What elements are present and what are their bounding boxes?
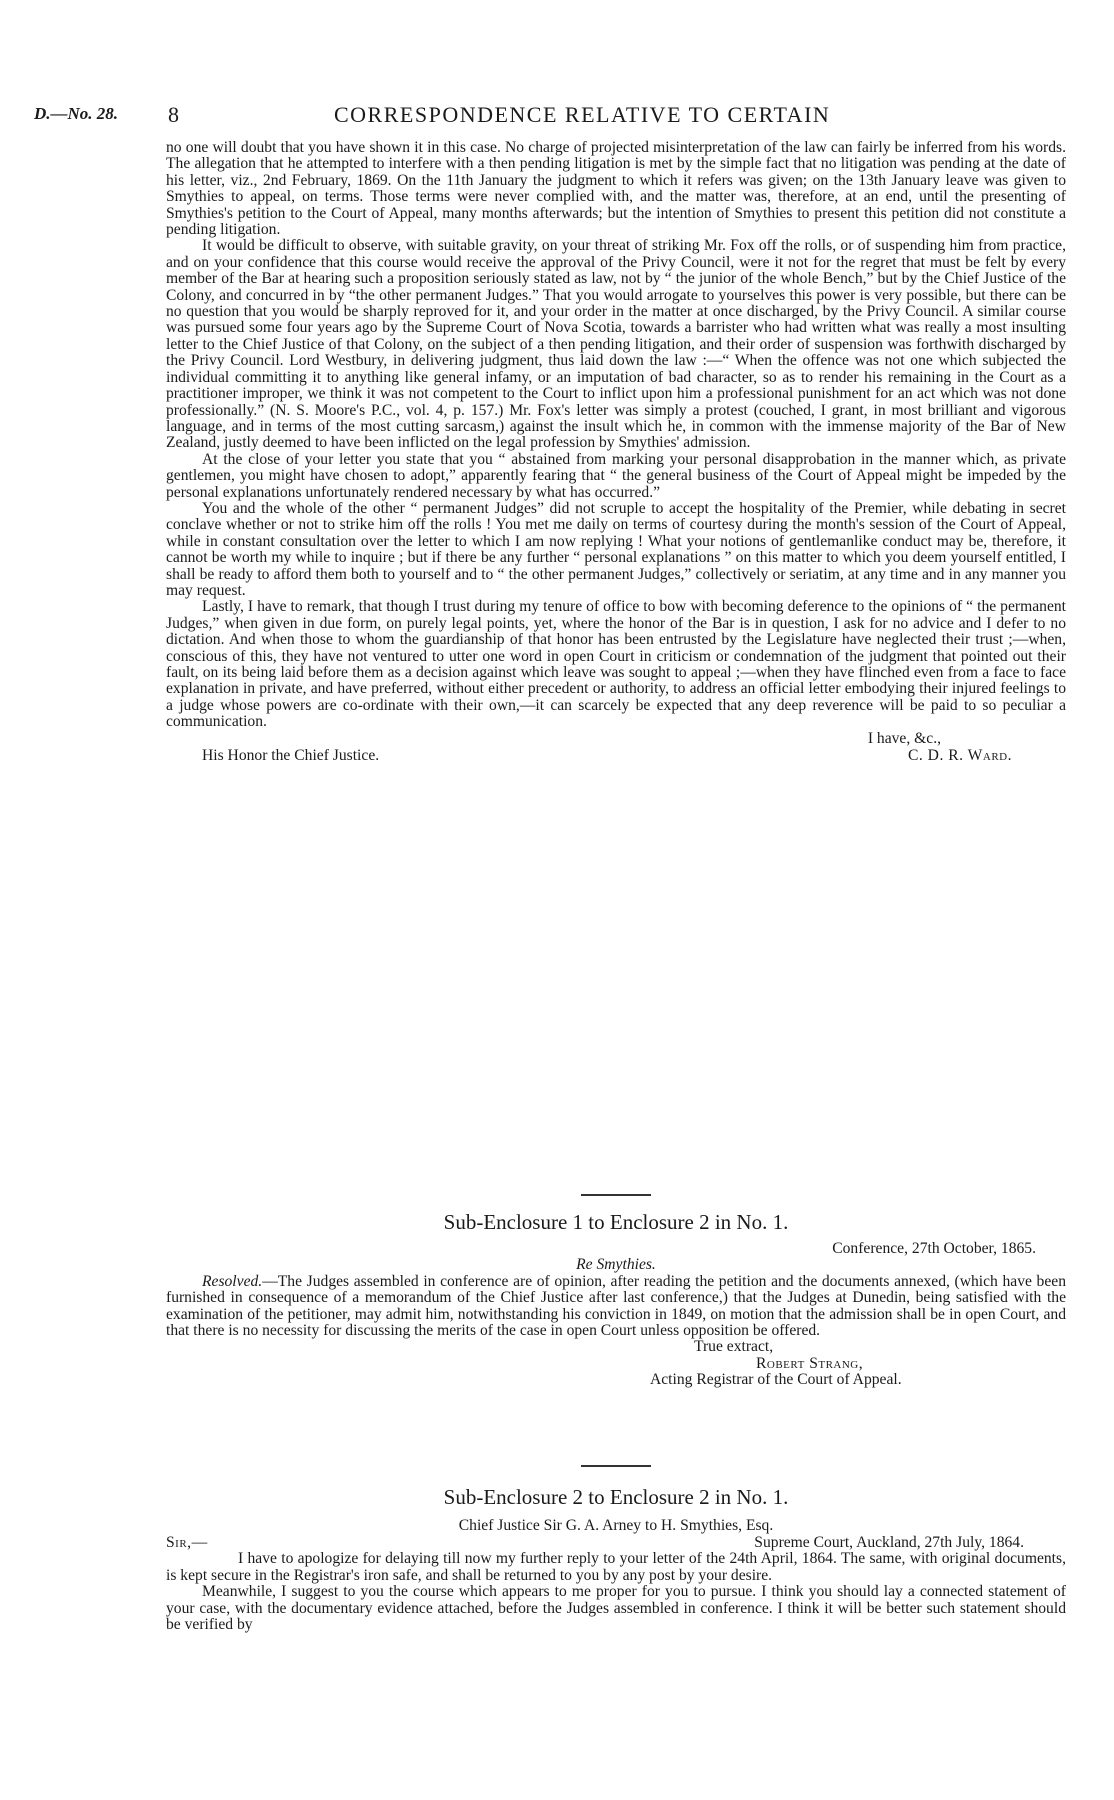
letter-paragraph: no one will doubt that you have shown it in this case. No charge of projected misinterpretation of the law can fairly be inferred from his words. The allegation that he attempted to interfere with a then pending litigation is met by the simple fact that no litigation was pending at the date of his letter, viz., 2nd February, 1869. On the 11th January the judgment to which it refers was given; on the 13th January leave was given to Smythies to appeal, on terms. Those terms were never complied with, and the matter was, therefore, at an end, until the presenting of Smythies's petition to the Court of Appeal, many months afterwards; but the intention of Smythies to present this petition did not constitute a pending litigation. [166, 139, 1066, 239]
letter-addressee: His Honor the Chief Justice. [202, 747, 380, 765]
letter-paragraph: Lastly, I have to remark, that though I trust during my tenure of office to bow with becoming deference to the opinions of “ the permanent Judges,” when given in due form, on purely legal points, yet, where the honor of the Bar is in question, I ask for no advice and I defer to no dictation. And when those to whom the guardianship of that honor has been entrusted by the Legislature have neglected their trust ;—when, conscious of this, they have not ventured to utter one word in open Court in criticism or condemnation of the judgment that pointed out their fault, on its being laid before them as a decision against which leave was sought to appeal ;—when they have flinched even from a face to face explanation in private, and have preferred, without either precedent or authority, to address an official letter embodying their injured feelings to a judge whose powers are co-ordinate with their own,—it can scarcely be expected that any deep reverence will be paid to so peculiar a communication. [166, 598, 1066, 731]
sub-enclosure-2-paragraph: Meanwhile, I suggest to you the course which appears to me proper for you to pursue. I think you should lay a connected statement of your case, with the documentary evidence attached, before the Judges assembled in conference. I think it will be better such statement should be verified by [166, 1583, 1066, 1634]
page-number: 8 [168, 102, 179, 127]
salutation: Sir,— [166, 1534, 208, 1552]
sub-enclosure-1-heading: Sub-Enclosure 1 to Enclosure 2 in No. 1. [443, 1210, 789, 1234]
sub-enclosure-2 [166, 1465, 1066, 1633]
sub-enclosure-2-dateline: Supreme Court, Auckland, 27th July, 1864. [754, 1534, 1024, 1552]
true-extract-label: True extract, [694, 1338, 774, 1356]
sub-enclosure-1 [166, 1194, 1066, 1389]
sub-enclosure-2-heading: Sub-Enclosure 2 to Enclosure 2 in No. 1. [443, 1485, 789, 1509]
sub-enclosure-2-parties: Chief Justice Sir G. A. Arney to H. Smythies, Esq. [458, 1517, 774, 1534]
salutation-line [166, 1534, 1066, 1551]
registrar-name: Robert Strang, [756, 1354, 864, 1372]
letter-closing: I have, &c., [867, 729, 941, 747]
section-divider [581, 1465, 651, 1467]
document-reference: D.—No. 28. [34, 104, 119, 123]
section-divider [581, 1194, 651, 1196]
sub-enclosure-1-body [166, 1274, 1066, 1340]
registrar-title: Acting Registrar of the Court of Appeal. [650, 1371, 902, 1389]
sub-enclosure-1-subject: Re Smythies. [576, 1256, 656, 1274]
letter-signature: C. D. R. Ward. [907, 747, 1012, 765]
letter-paragraph: At the close of your letter you state that you “ abstained from marking your personal disapprobation in the manner which, as private gentlemen, you might have chosen to adopt,” apparently fearing that “ the general business of the Court of Appeal might be impeded by the personal explanations unfortunately rendered necessary by what has occurred.” [166, 450, 1066, 501]
letter-section [166, 140, 1066, 764]
resolved-label: Resolved. [202, 1272, 263, 1290]
sub-enclosure-1-dateline: Conference, 27th October, 1865. [832, 1240, 1036, 1257]
running-title: CORRESPONDENCE RELATIVE TO CERTAIN [334, 102, 831, 127]
resolution-text: —The Judges assembled in conference are of opinion, after reading the petition and the documents annexed, (which have been furnished in consequence of a memorandum of the Chief Justice after last conference,) that the Judges at Dunedin, being satisfied with the examination of the petitioner, may admit him, notwithstanding his conviction in 1849, on motion that the admission shall be in open Court, and that there is no necessity for discussing the merits of the case in open Court unless opposition be offered. [166, 1272, 1066, 1340]
letter-paragraph: It would be difficult to observe, with suitable gravity, on your threat of striking Mr. Fox off the rolls, or of suspending him from practice, and on your confidence that this course would receive the approval of the Privy Council, were it not for the regret that must be felt by every member of the Bar at hearing such a proposition seriously stated as law, not by “ the junior of the whole Bench,” but by the Chief Justice of the Colony, and concurred in by “the other permanent Judges.” That you would arrogate to yourselves this power is very possible, but there can be no question that you would be sharply reproved for it, and your order in the matter at once discharged, by the Privy Council. A similar course was pursued some four years ago by the Supreme Court of Nova Scotia, towards a barrister who had written what was really a most insulting letter to the Chief Justice of that Colony, on the subject of a then pending litigation, and their order of suspension was forthwith discharged by the Privy Council. Lord Westbury, in delivering judgment, thus laid down the law :—“ When the offence was not one which subjected the individual committing it to anything like general infamy, or an imputation of bad character, so as to render his remaining in the Court as a practitioner improper, we think it was not competent to the Court to inflict upon him a professional punishment for an act which was not done professionally.” (N. S. Moore's P.C., vol. 4, p. 157.) Mr. Fox's letter was simply a protest (couched, I grant, in most brilliant and vigorous language, and in terms of the most cutting sarcasm,) against the insult which he, in common with the immense majority of the Bar of New Zealand, justly deemed to have been inflicted on the legal profession by Smythies' admission. [166, 237, 1066, 452]
sub-enclosure-2-paragraph: I have to apologize for delaying till now my further reply to your letter of the 24th April, 1864. The same, with original documents, is kept secure in the Registrar's iron safe, and shall be returned to you by any post by your desire. [166, 1550, 1066, 1584]
letter-signature-line [166, 747, 1066, 764]
letter-paragraph: You and the whole of the other “ permanent Judges” did not scruple to accept the hospitality of the Premier, while debating in secret conclave whether or not to strike him off the rolls ! You met me daily on terms of courtesy during the month's session of the Court of Appeal, while in constant consultation over the letter to which I am now replying ! What your notions of gentlemanlike conduct may be, therefore, it cannot be worth my while to inquire ; but if there be any further “ personal explanations ” on this matter to which you deem yourself entitled, I shall be ready to afford them both to yourself and to “ the other permanent Judges,” collectively or seriatim, at any time and in any manner you may request. [166, 499, 1066, 599]
page-header [34, 102, 1074, 132]
